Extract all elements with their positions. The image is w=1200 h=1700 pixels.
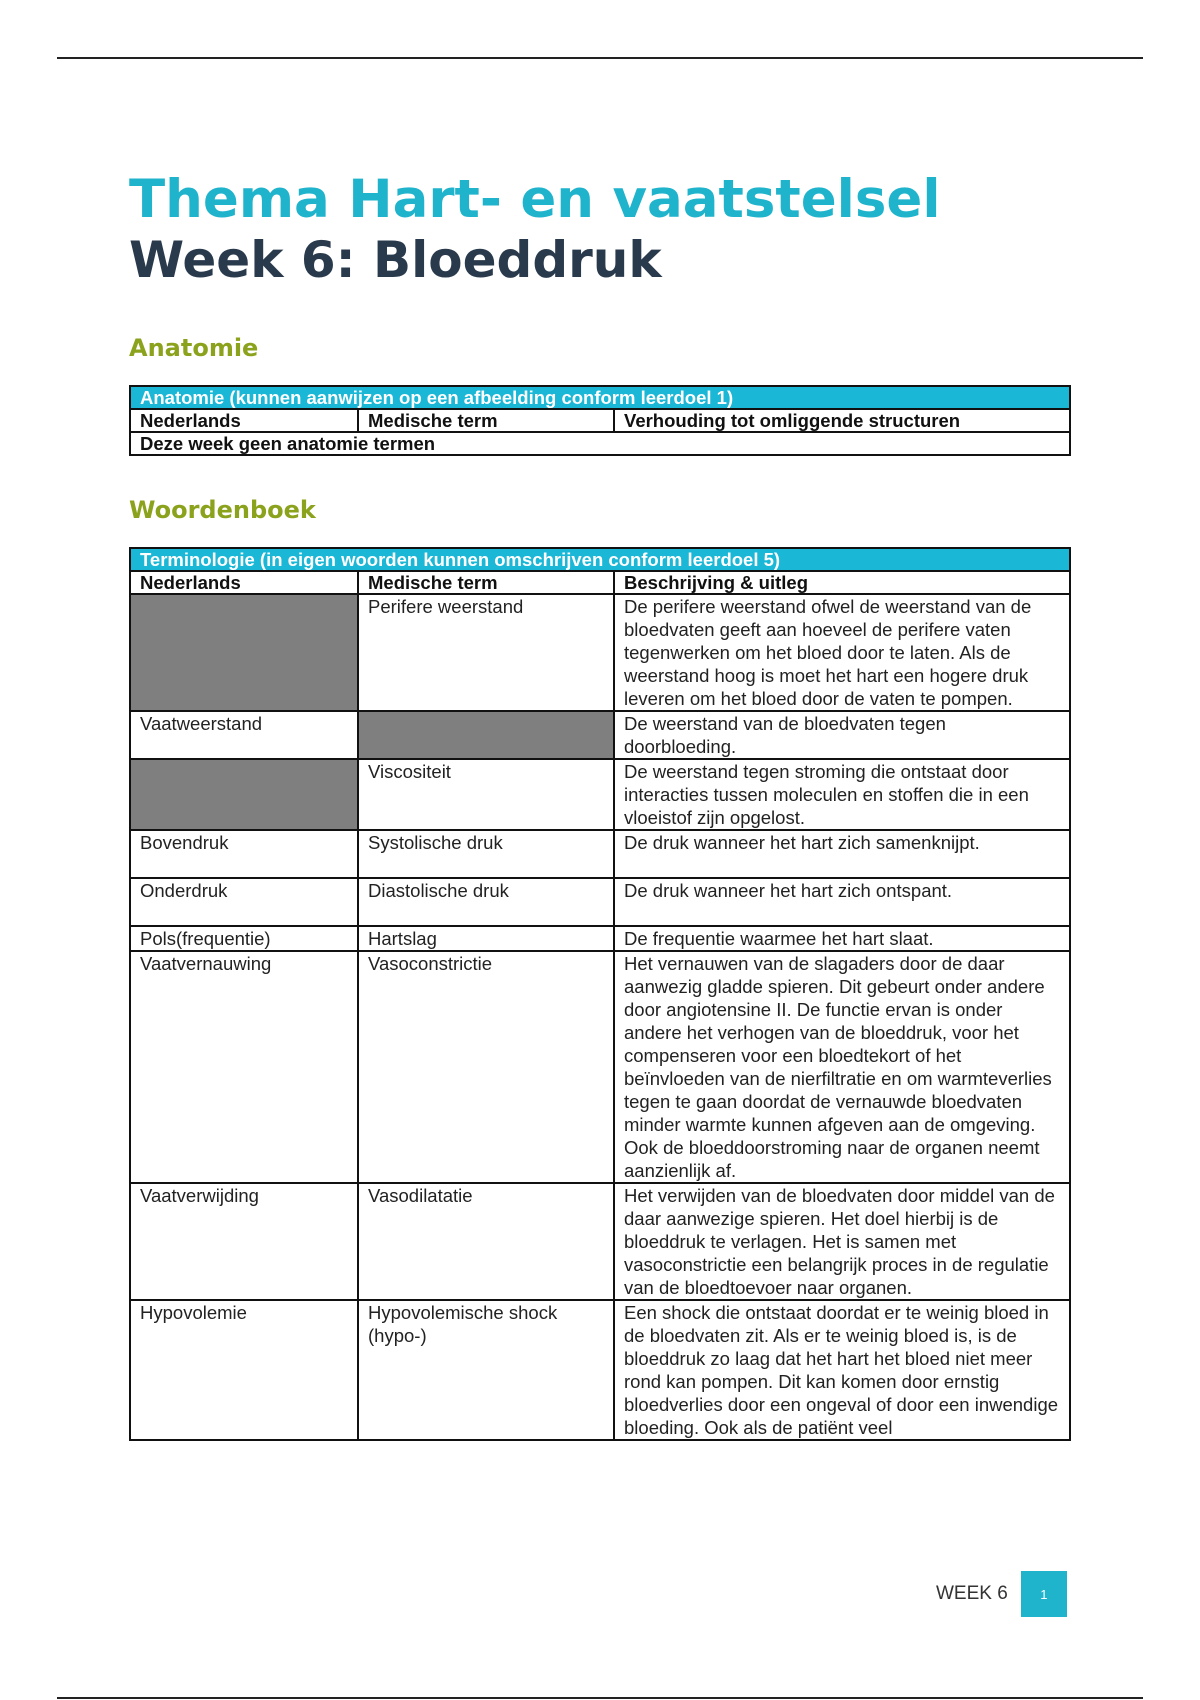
term-description: De druk wanneer het hart zich samenknijpt. bbox=[614, 830, 1070, 878]
term-description: De perifere weerstand ofwel de weerstand van de bloedvaten geeft aan hoeveel de perifere vaten tegenwerken om het bloed door te laten. Als de weerstand hoog is moet het hart een hogere druk leveren om het bloed door de vaten te pompen. bbox=[614, 594, 1070, 711]
dictionary-heading: Woordenboek bbox=[129, 496, 316, 524]
term-description: De druk wanneer het hart zich ontspant. bbox=[614, 878, 1070, 926]
term-dutch: Bovendruk bbox=[130, 830, 358, 878]
top-rule bbox=[57, 57, 1143, 59]
anatomy-heading: Anatomie bbox=[129, 334, 259, 362]
anatomy-column-headers bbox=[130, 409, 1070, 432]
bottom-rule bbox=[57, 1697, 1143, 1699]
term-description: Een shock die ontstaat doordat er te weinig bloed in de bloedvaten zit. Als er te weinig bloed is, is de bloeddruk zo laag dat het hart het bloed niet meer rond kan pompen. Dit kan komen door ernstig bloedverlies door een ongeval of door een inwendige bloeding. Ook als de patiënt veel bbox=[614, 1300, 1070, 1440]
terminology-table-title: Terminologie (in eigen woorden kunnen omschrijven conform leerdoel 5) bbox=[130, 548, 1070, 571]
term-medical: Vasodilatatie bbox=[358, 1183, 614, 1300]
anatomy-table-title: Anatomie (kunnen aanwijzen op een afbeelding conform leerdoel 1) bbox=[130, 386, 1070, 409]
term-description: Het vernauwen van de slagaders door de daar aanwezig gladde spieren. Dit gebeurt onder andere door angiotensine II. De functie ervan is onder andere het verhogen van de bloeddruk, voor het compenseren voor een bloedtekort of het beïnvloeden van de nierfiltratie en om warmteverlies tegen te gaan doordat de vernauwde bloedvaten minder warmte kunnen afgeven aan de omgeving. Ook de bloeddoorstroming naar de organen neemt aanzienlijk af. bbox=[614, 951, 1070, 1183]
anatomy-col-verhouding: Verhouding tot omliggende structuren bbox=[614, 409, 1070, 432]
term-dutch: Vaatverwijding bbox=[130, 1183, 358, 1300]
anatomy-note-row bbox=[130, 432, 1070, 455]
term-description: De frequentie waarmee het hart slaat. bbox=[614, 926, 1070, 951]
term-dutch: Hypovolemie bbox=[130, 1300, 358, 1440]
term-dutch: Pols(frequentie) bbox=[130, 926, 358, 951]
table-row bbox=[130, 594, 1070, 711]
anatomy-table bbox=[129, 385, 1071, 456]
term-description: De weerstand van de bloedvaten tegen doorbloeding. bbox=[614, 711, 1070, 759]
page-number: 1 bbox=[1021, 1571, 1067, 1617]
table-row bbox=[130, 1183, 1070, 1300]
term-dutch: Vaatweerstand bbox=[130, 711, 358, 759]
term-description: Het verwijden van de bloedvaten door middel van de daar aanwezige spieren. Het doel hierbij is de bloeddruk te verlagen. Het is samen met vasoconstrictie een belangrijk proces in de regulatie van de bloedtoevoer naar organen. bbox=[614, 1183, 1070, 1300]
term-medical: Viscositeit bbox=[358, 759, 614, 830]
document-subtitle: Week 6: Bloeddruk bbox=[129, 231, 662, 289]
term-dutch: Vaatvernauwing bbox=[130, 951, 358, 1183]
table-row bbox=[130, 711, 1070, 759]
table-row bbox=[130, 878, 1070, 926]
term-medical: Hypovolemische shock (hypo-) bbox=[358, 1300, 614, 1440]
anatomy-note: Deze week geen anatomie termen bbox=[130, 432, 1070, 455]
table-row bbox=[130, 1300, 1070, 1440]
table-row bbox=[130, 759, 1070, 830]
table-row bbox=[130, 951, 1070, 1183]
anatomy-table-title-row bbox=[130, 386, 1070, 409]
terminology-col-medische-term: Medische term bbox=[358, 571, 614, 594]
term-medical: Vasoconstrictie bbox=[358, 951, 614, 1183]
term-dutch: Onderdruk bbox=[130, 878, 358, 926]
document-title: Thema Hart- en vaatstelsel bbox=[129, 169, 941, 230]
term-medical: Diastolische druk bbox=[358, 878, 614, 926]
table-row bbox=[130, 830, 1070, 878]
term-description: De weerstand tegen stroming die ontstaat door interacties tussen moleculen en stoffen die in een vloeistof zijn opgelost. bbox=[614, 759, 1070, 830]
term-medical: Hartslag bbox=[358, 926, 614, 951]
terminology-table-title-row bbox=[130, 548, 1070, 571]
table-row bbox=[130, 926, 1070, 951]
terminology-column-headers bbox=[130, 571, 1070, 594]
term-medical: Perifere weerstand bbox=[358, 594, 614, 711]
anatomy-col-medische-term: Medische term bbox=[358, 409, 614, 432]
terminology-table bbox=[129, 547, 1071, 1441]
term-dutch-shaded bbox=[130, 594, 358, 711]
anatomy-col-nederlands: Nederlands bbox=[130, 409, 358, 432]
page-footer bbox=[936, 1571, 1067, 1617]
term-dutch-shaded bbox=[130, 759, 358, 830]
footer-week-label: WEEK 6 bbox=[936, 1583, 1008, 1604]
term-medical: Systolische druk bbox=[358, 830, 614, 878]
terminology-col-beschrijving: Beschrijving & uitleg bbox=[614, 571, 1070, 594]
document-body bbox=[129, 170, 1073, 1441]
terminology-col-nederlands: Nederlands bbox=[130, 571, 358, 594]
term-medical-shaded bbox=[358, 711, 614, 759]
